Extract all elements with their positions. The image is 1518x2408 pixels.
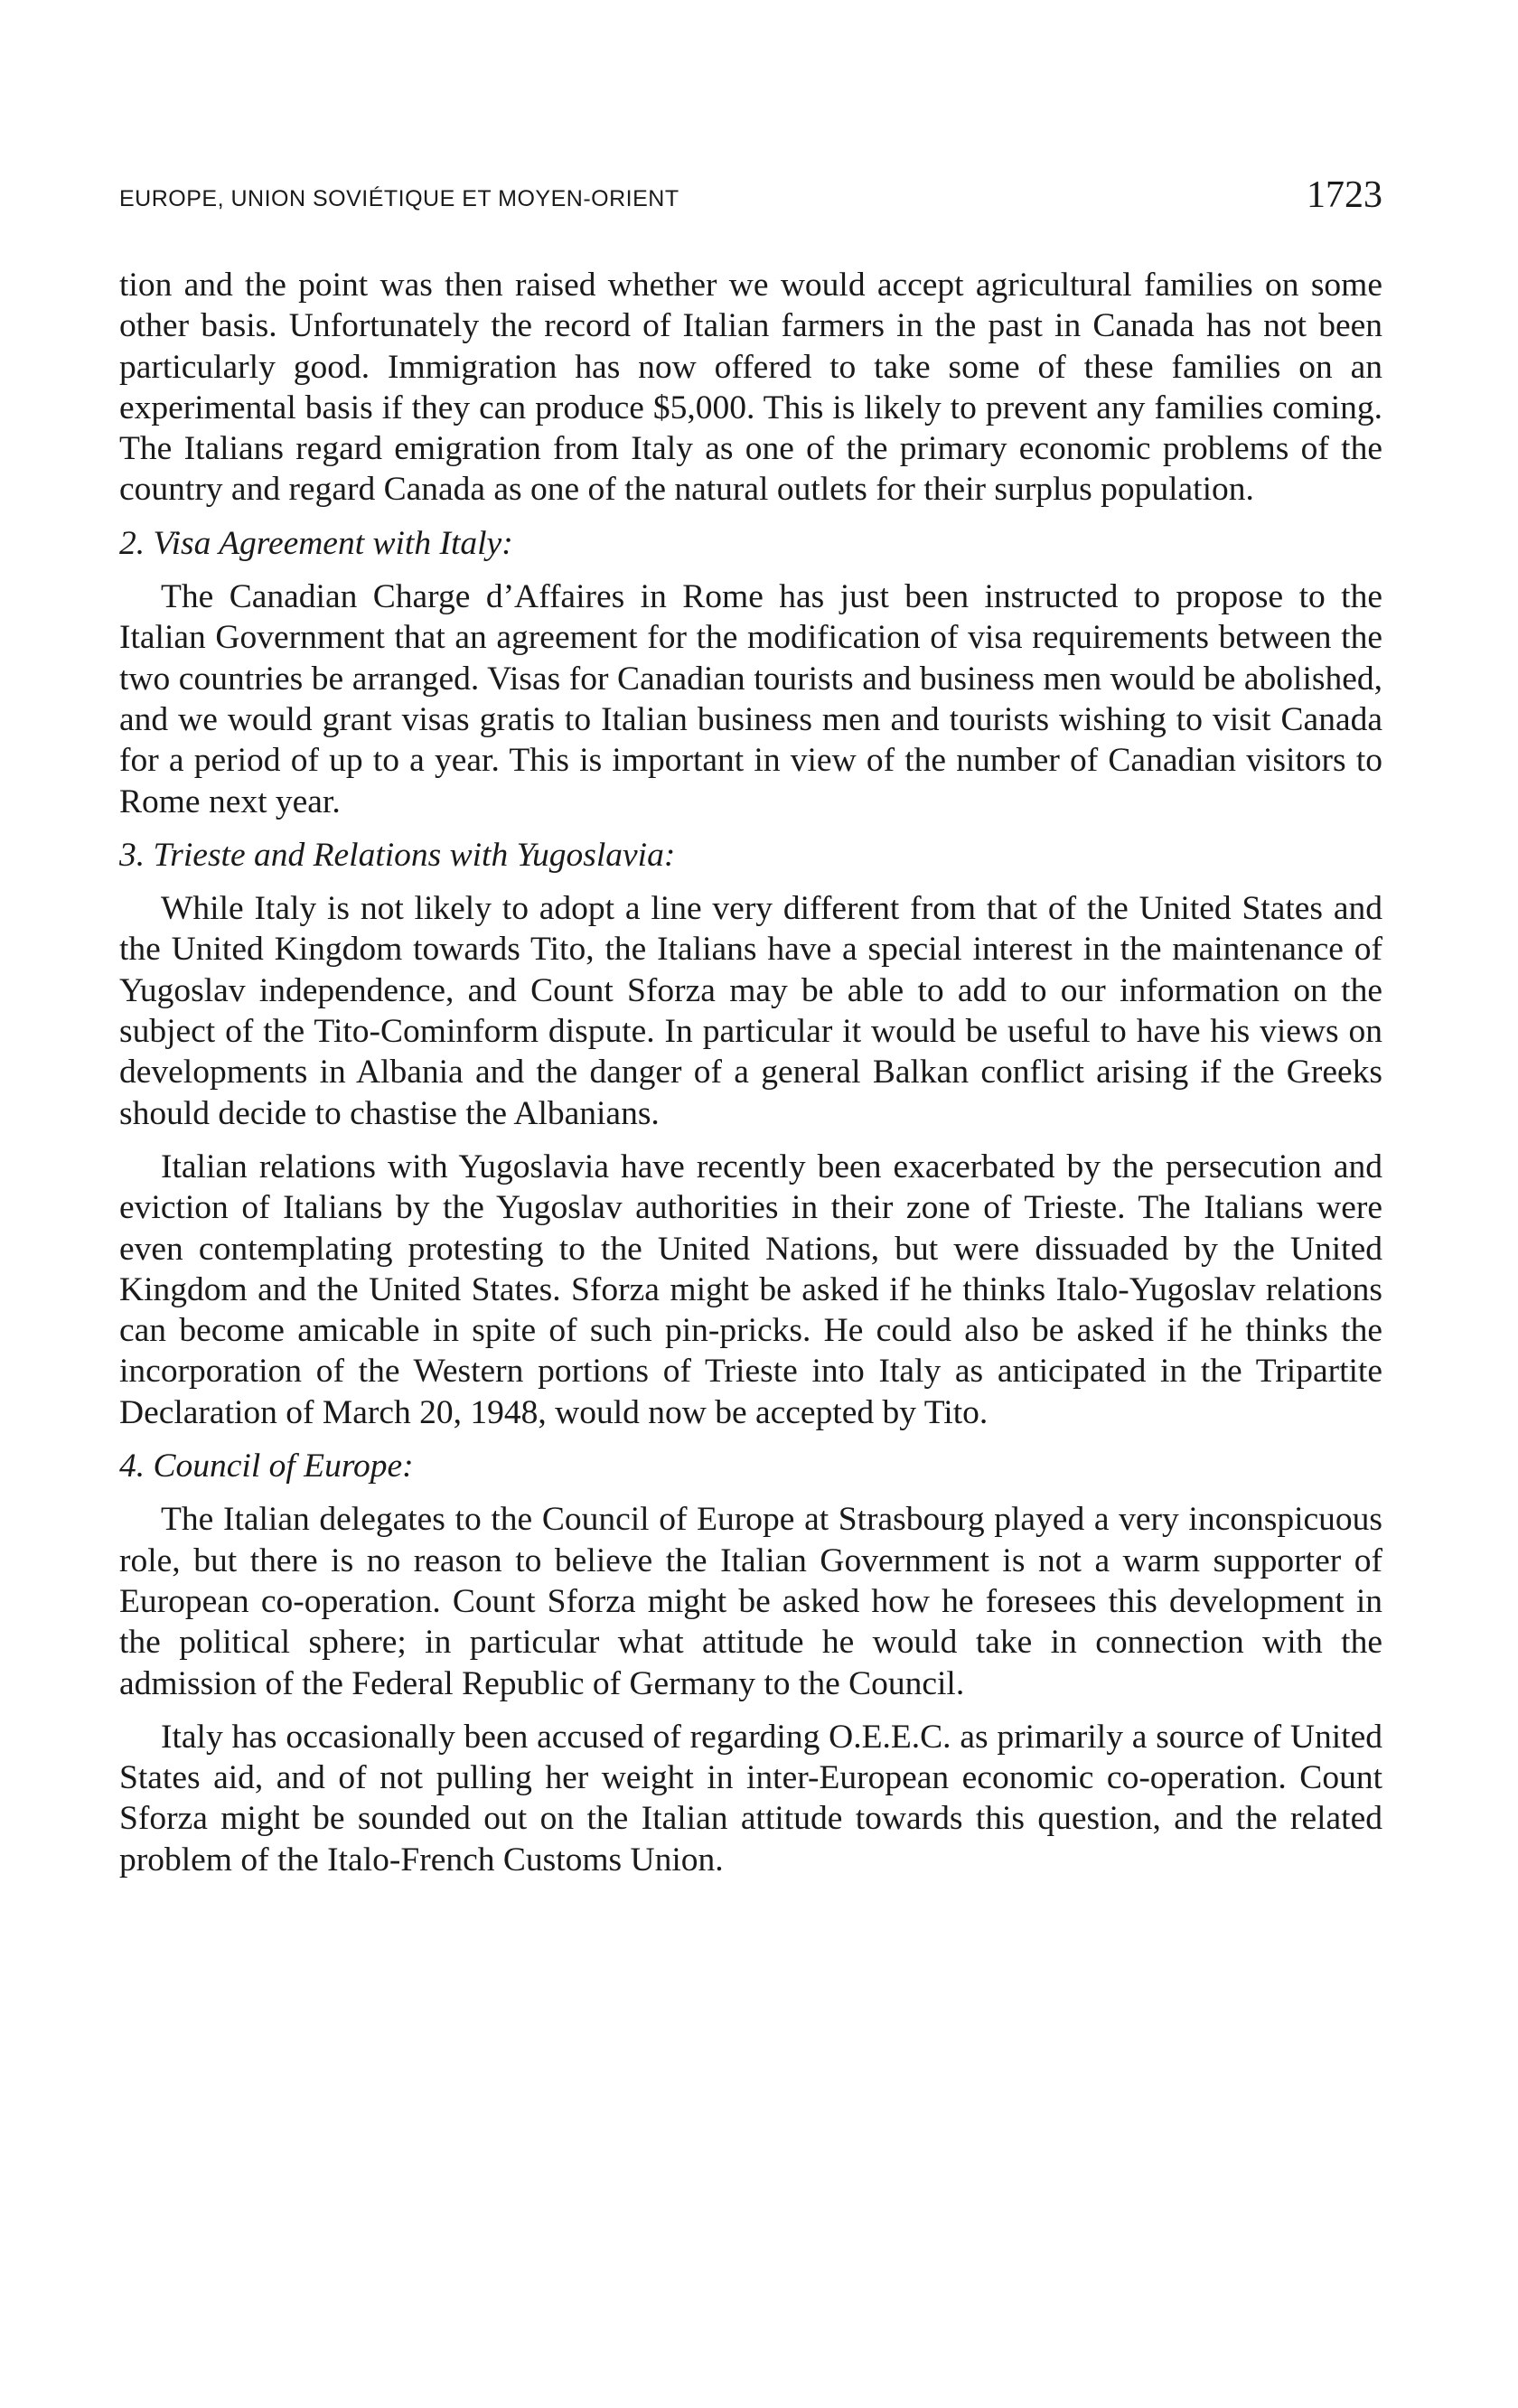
section-visa-paragraph-1: The Canadian Charge d’Affaires in Rome has just been instructed to propose to the Italian Government that an agreement for the modification of visa requirements between the two countries be arranged. Visas for Canadian tourists and business men would be abolished, and we would grant visas gratis to Italian business men and tourists wishing to visit Canada for a period of up to a year. This is important in view of the number of Canadian visitors to Rome next year. xyxy=(119,578,1382,820)
running-title: EUROPE, UNION SOVIÉTIQUE ET MOYEN-ORIENT xyxy=(119,186,679,211)
running-head xyxy=(119,173,1382,228)
section-trieste-paragraph-2: Italian relations with Yugoslavia have recently been exacerbated by the persecution and eviction of Italians by the Yugoslav authorities in their zone of Trieste. The Italians were even contemplating protesting to the United Nations, but were dissuaded by the United Kingdom and the United States. Sforza might be asked if he thinks Italo-Yugoslav relations can become amicable in spite of such pin-pricks. He could also be asked if he thinks the incorporation of the Western portions of Trieste into Italy as anticipated in the Tripartite Declaration of March 20, 1948, would now be accepted by Tito. xyxy=(119,1148,1382,1431)
page-number: 1723 xyxy=(1307,174,1382,216)
section-heading-council: 4. Council of Europe: xyxy=(119,1448,414,1485)
section-heading-trieste: 3. Trieste and Relations with Yugoslavia: xyxy=(119,836,676,874)
body-text xyxy=(119,265,1382,1880)
section-council-paragraph-2: Italy has occasionally been accused of regarding O.E.E.C. as primarily a source of United States aid, and of not pulling her weight in inter-European economic co-operation. Count Sforza might be sounded out on the Italian attitude towards this question, and the related problem of the Italo-French Customs Union. xyxy=(119,1718,1382,1879)
section-heading-visa: 2. Visa Agreement with Italy: xyxy=(119,524,513,562)
section-council-paragraph-1: The Italian delegates to the Council of Europe at Strasbourg played a very inconspicuous role, but there is no reason to believe the Italian Government is not a warm supporter of European co-operation. Count Sforza might be asked how he foresees this development in the political sphere; in particular what attitude he would take in connection with the admission of the Federal Republic of Germany to the Council. xyxy=(119,1501,1382,1702)
intro-paragraph: tion and the point was then raised whether we would accept agricultural families on some other basis. Unfortunately the record of Italian farmers in the past in Canada has not been particularly good. Immigration has now offered to take some of these families on an experimental basis if they can produce $5,000. This is likely to prevent any families coming. The Italians regard emigration from Italy as one of the primary economic problems of the country and regard Canada as one of the natural outlets for their surplus population. xyxy=(119,267,1382,509)
section-trieste-paragraph-1: While Italy is not likely to adopt a line very different from that of the United States and the United Kingdom towards Tito, the Italians have a special interest in the maintenance of Yugoslav independence, and Count Sforza may be able to add to our information on the subject of the Tito-Cominform dispute. In particular it would be useful to have his views on developments in Albania and the danger of a general Balkan conflict arising if the Greeks should decide to chastise the Albanians. xyxy=(119,890,1382,1132)
